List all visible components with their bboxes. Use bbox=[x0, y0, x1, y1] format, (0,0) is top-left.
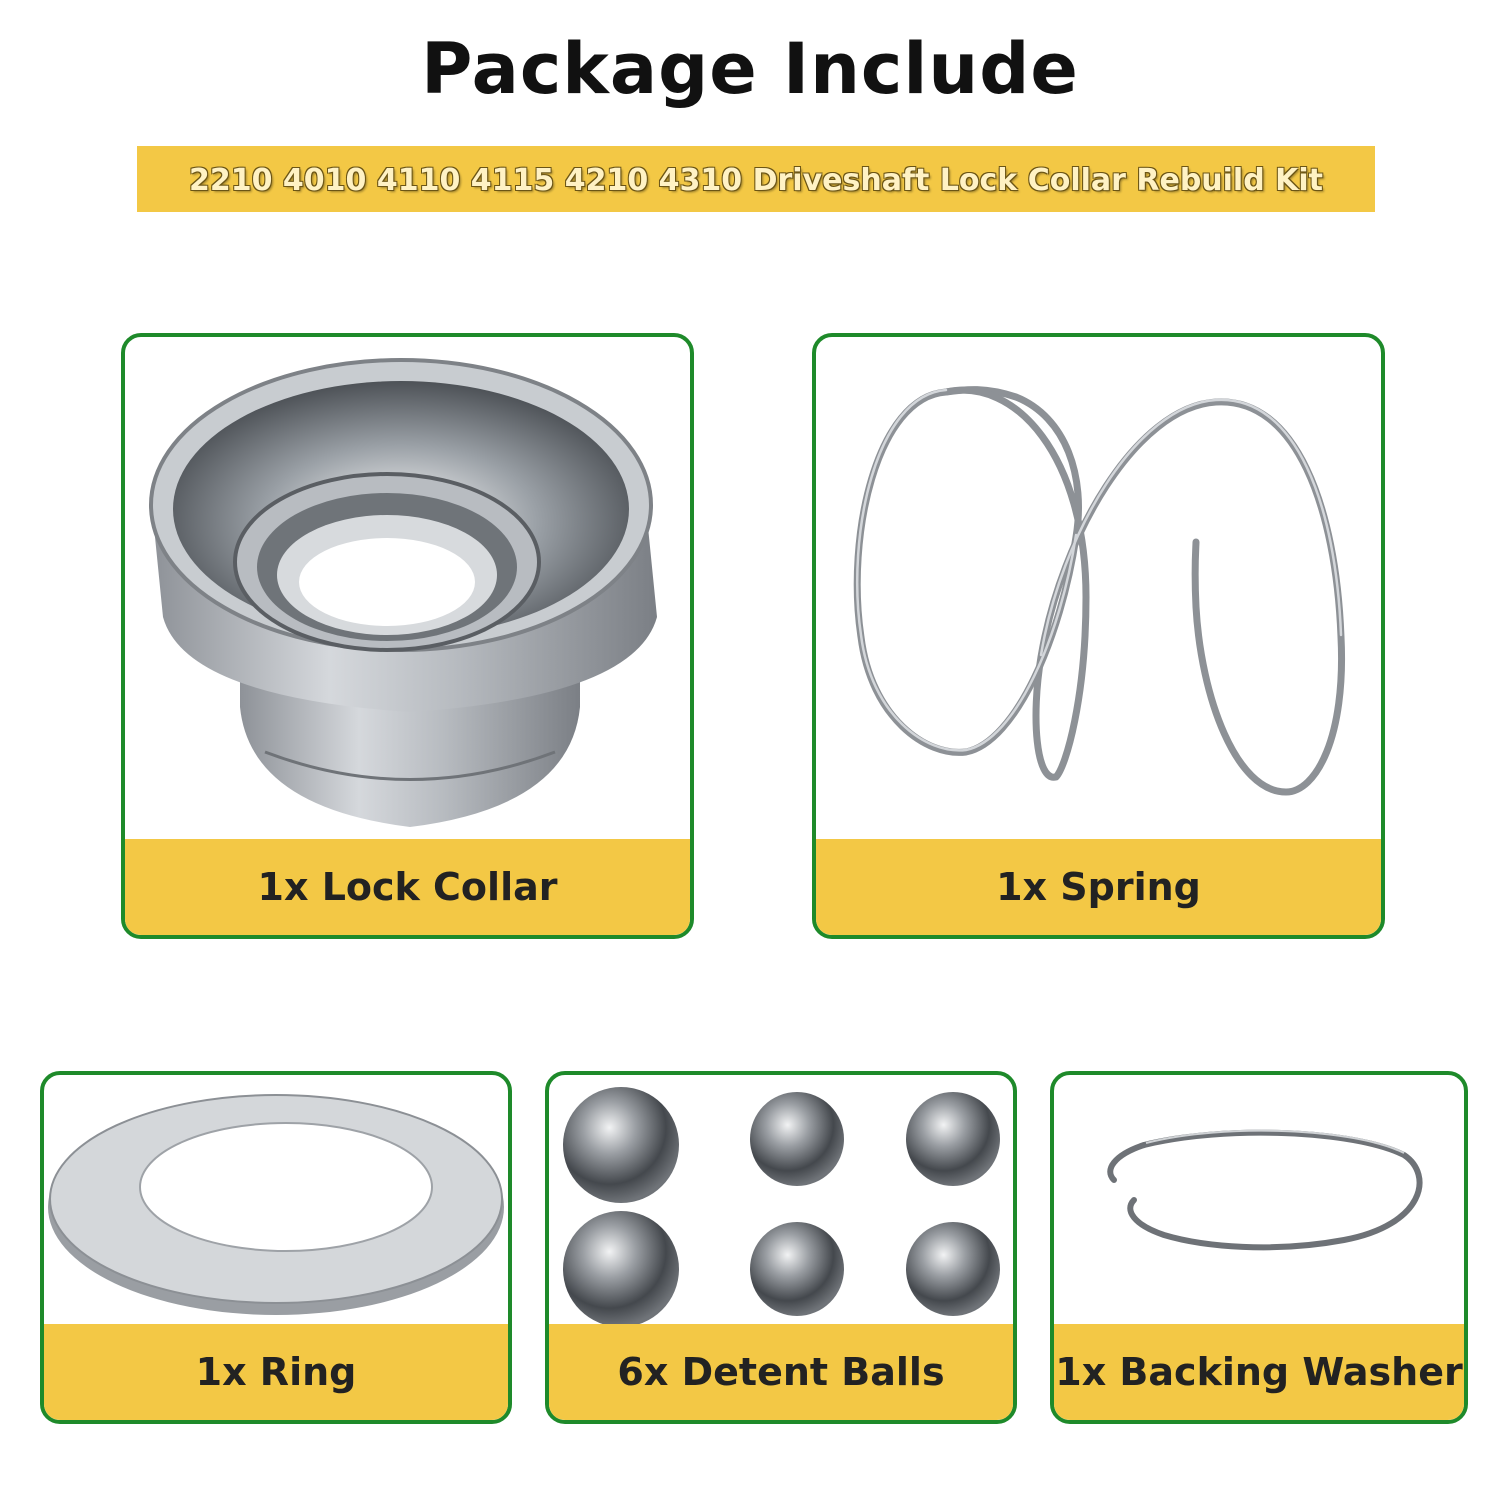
item-card-detent-balls bbox=[545, 1071, 1017, 1424]
item-label-backing-washer: 1x Backing Washer bbox=[1054, 1324, 1464, 1420]
detent-ball bbox=[750, 1092, 844, 1186]
subtitle-banner bbox=[137, 146, 1375, 212]
detent-ball bbox=[563, 1087, 679, 1203]
detent-ball bbox=[906, 1092, 1000, 1186]
ring-image bbox=[44, 1075, 508, 1324]
subtitle-text: 2210 4010 4110 4115 4210 4310 Driveshaft Lock Collar Rebuild Kit bbox=[188, 163, 1324, 198]
spring-image bbox=[816, 337, 1381, 839]
item-card-spring bbox=[812, 333, 1385, 939]
item-card-ring bbox=[40, 1071, 512, 1424]
detent-ball bbox=[906, 1222, 1000, 1316]
item-label-ring: 1x Ring bbox=[44, 1324, 508, 1420]
lock-collar-image bbox=[125, 337, 690, 839]
item-card-lock-collar bbox=[121, 333, 694, 939]
detent-ball bbox=[563, 1211, 679, 1324]
item-label-spring: 1x Spring bbox=[816, 839, 1381, 935]
item-label-lock-collar: 1x Lock Collar bbox=[125, 839, 690, 935]
item-label-detent-balls: 6x Detent Balls bbox=[549, 1324, 1013, 1420]
item-card-backing-washer bbox=[1050, 1071, 1468, 1424]
backing-washer-image bbox=[1054, 1075, 1464, 1324]
detent-balls-image bbox=[549, 1075, 1013, 1324]
detent-ball bbox=[750, 1222, 844, 1316]
page-title: Package Include bbox=[421, 28, 1079, 110]
